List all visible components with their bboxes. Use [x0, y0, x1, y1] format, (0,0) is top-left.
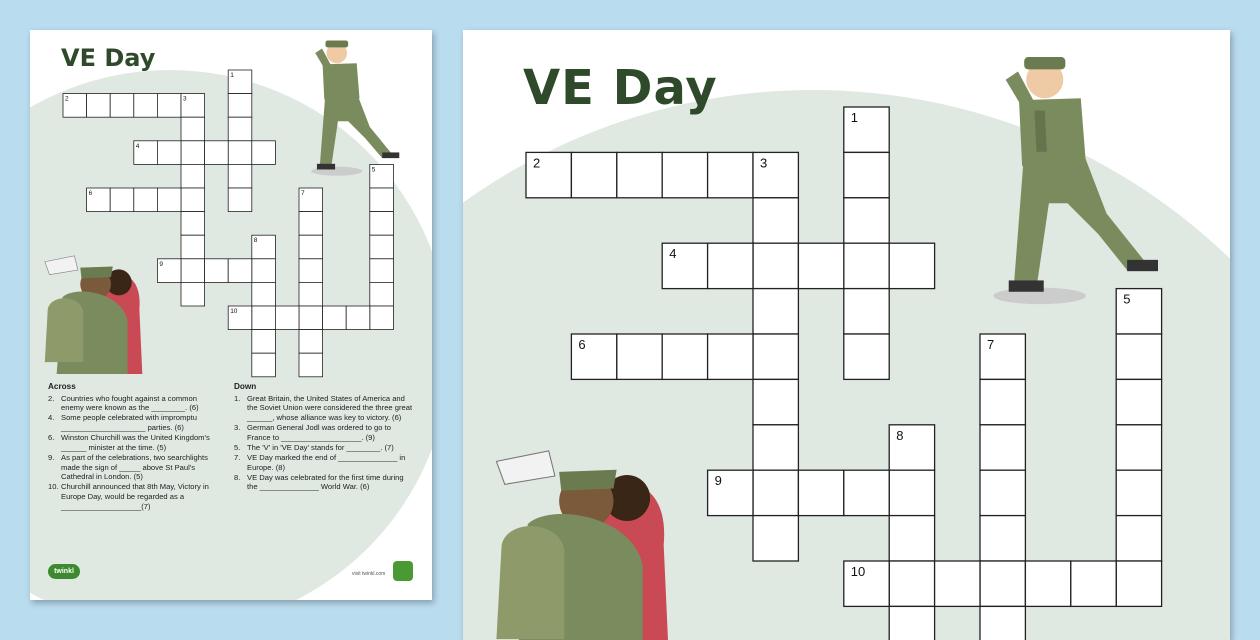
crossword-cell[interactable]	[844, 243, 889, 288]
crossword-cell[interactable]	[1025, 561, 1070, 606]
crossword-cell[interactable]	[181, 282, 205, 306]
crossword-cell[interactable]	[571, 152, 616, 197]
crossword-cell[interactable]	[299, 353, 323, 377]
crossword-cell[interactable]	[370, 282, 394, 306]
crossword-cell[interactable]	[662, 152, 707, 197]
clue-number: 7.	[234, 452, 241, 462]
clue-across-4	[48, 413, 218, 432]
crossword-cell[interactable]	[110, 188, 134, 212]
crossword-cell[interactable]	[844, 198, 889, 243]
crossword-cell[interactable]	[753, 379, 798, 424]
crossword-cell[interactable]	[798, 243, 843, 288]
clue-across-10	[48, 482, 218, 511]
crossword-cell[interactable]	[228, 188, 252, 212]
clue-number: 4.	[48, 413, 55, 423]
crossword-cell[interactable]	[275, 306, 299, 330]
fine-print	[48, 549, 416, 559]
crossword-cell[interactable]	[1116, 561, 1161, 606]
worksheet-title: VE Day	[523, 60, 718, 116]
crossword-cell[interactable]	[228, 117, 252, 141]
crossword-cell[interactable]	[798, 470, 843, 515]
crossword-cell[interactable]	[889, 243, 934, 288]
crossword-cell[interactable]	[889, 470, 934, 515]
clue-number-label: 3	[183, 95, 187, 103]
clue-across-2	[48, 394, 218, 413]
clue-across-6	[48, 433, 218, 452]
crossword-cell[interactable]	[935, 561, 980, 606]
clue-number-label: 5	[371, 166, 376, 174]
crossword-cell[interactable]	[617, 152, 662, 197]
crossword-cell[interactable]	[181, 259, 205, 283]
crossword-cell[interactable]	[205, 141, 229, 165]
crossword-cell[interactable]	[299, 330, 323, 354]
clue-down-7	[234, 453, 414, 472]
crossword-cell[interactable]	[753, 198, 798, 243]
clue-down-5	[234, 443, 414, 453]
clue-number: 5.	[234, 442, 241, 452]
clue-down-1	[234, 394, 414, 423]
crossword-cell[interactable]	[753, 289, 798, 334]
clue-text: Countries who fought against a common enemy were known as the ________. (6)	[61, 393, 199, 413]
crossword-cell[interactable]	[370, 259, 394, 283]
clue-text: Winston Churchill was the United Kingdom's ______ minister at the time. (5)	[61, 433, 210, 452]
crossword-cell[interactable]	[228, 141, 252, 165]
crossword-cell[interactable]	[299, 282, 323, 306]
clue-number-label: 6	[88, 190, 93, 197]
twinkl-logo: twinkl	[48, 564, 80, 579]
crossword-cell[interactable]	[252, 306, 276, 330]
clue-text: VE Day marked the end of ______________ in Europe. (8)	[247, 452, 406, 472]
crossword-cell[interactable]	[228, 94, 252, 118]
crossword-cell[interactable]	[228, 164, 252, 188]
crossword-cell[interactable]	[844, 334, 889, 379]
crossword-cell[interactable]	[980, 425, 1025, 470]
crossword-cell[interactable]	[1116, 470, 1161, 515]
clue-down-3	[234, 423, 414, 442]
crossword-cell[interactable]	[889, 516, 934, 561]
crossword-cell[interactable]	[370, 235, 394, 259]
clue-number-label: 4	[135, 142, 140, 150]
crossword-cell[interactable]	[889, 561, 934, 606]
clue-number-label: 3	[760, 155, 768, 171]
crossword-cell[interactable]	[299, 212, 323, 236]
clue-number-label: 2	[533, 155, 541, 171]
down-clues	[234, 382, 414, 493]
crossword-grid-preview	[30, 30, 432, 390]
clue-number: 9.	[48, 452, 55, 462]
across-heading: Across	[48, 382, 76, 391]
crossword-grid	[463, 30, 1230, 640]
clue-number-label: 9	[714, 473, 722, 489]
crossword-cell[interactable]	[1116, 425, 1161, 470]
worksheet-zoom	[463, 30, 1230, 640]
crossword-cell[interactable]	[252, 330, 276, 354]
crossword-cell[interactable]	[252, 353, 276, 377]
clue-number-label: 4	[669, 246, 677, 262]
crossword-cell[interactable]	[753, 243, 798, 288]
clue-number: 8.	[234, 472, 241, 482]
crossword-cell[interactable]	[370, 212, 394, 236]
crossword-cell[interactable]	[1116, 379, 1161, 424]
clue-text: VE Day was celebrated for the first time during the ______________ World War. (6)	[247, 472, 404, 492]
crossword-cell[interactable]	[753, 470, 798, 515]
crossword-cell[interactable]	[980, 379, 1025, 424]
crossword-cell[interactable]	[1116, 516, 1161, 561]
clue-text: Great Britain, the United States of America and the Soviet Union were considered the three great ______, whose alliance was key to victory. (6)	[247, 393, 413, 422]
crossword-cell[interactable]	[370, 188, 394, 212]
clue-number-label: 1	[230, 72, 234, 79]
clue-number: 6.	[48, 433, 55, 443]
crossword-cell[interactable]	[323, 306, 347, 330]
clue-number-label: 10	[230, 308, 238, 315]
quality-badge-icon	[393, 561, 413, 581]
clue-down-8	[234, 473, 414, 492]
crossword-cell[interactable]	[1116, 334, 1161, 379]
crossword-cell[interactable]	[708, 243, 753, 288]
clue-number: 10.	[48, 482, 59, 492]
crossword-cell[interactable]	[87, 94, 111, 118]
clue-text: German General Jodl was ordered to go to France to ___________________. (9)	[247, 422, 391, 442]
crossword-cell[interactable]	[110, 94, 134, 118]
footer-url: visit twinkl.com	[352, 571, 386, 577]
crossword-cell[interactable]	[980, 561, 1025, 606]
crossword-cell[interactable]	[662, 334, 707, 379]
crossword-cell[interactable]	[181, 235, 205, 259]
crossword-cell[interactable]	[181, 212, 205, 236]
crossword-cell[interactable]	[708, 152, 753, 197]
down-heading: Down	[234, 382, 257, 391]
clue-text: Some people celebrated with impromptu ____________________ parties. (6)	[61, 413, 197, 432]
clue-number: 1.	[234, 393, 241, 403]
crossword-cell[interactable]	[753, 425, 798, 470]
crossword-cell[interactable]	[980, 606, 1025, 640]
clue-text: The 'V' in 'VE Day' stands for ________. (7)	[247, 442, 394, 452]
crossword-cell[interactable]	[205, 259, 229, 283]
crossword-cell[interactable]	[617, 334, 662, 379]
crossword-cell[interactable]	[157, 94, 181, 118]
crossword-cell[interactable]	[708, 334, 753, 379]
clue-number-label: 7	[301, 190, 305, 197]
clue-number-label: 6	[578, 337, 586, 352]
crossword-cell[interactable]	[1071, 561, 1116, 606]
crossword-cell[interactable]	[980, 470, 1025, 515]
clue-number-label: 10	[850, 564, 866, 579]
clue-text: Churchill announced that 8th May, Victory in Europe Day, would be regarded as a ___________________(7)	[61, 482, 209, 511]
crossword-cell[interactable]	[299, 235, 323, 259]
crossword-cell[interactable]	[844, 470, 889, 515]
crossword-cell[interactable]	[844, 289, 889, 334]
crossword-cell[interactable]	[346, 306, 370, 330]
across-clues	[48, 382, 218, 512]
crossword-cell[interactable]	[980, 516, 1025, 561]
crossword-cell[interactable]	[181, 164, 205, 188]
crossword-cell[interactable]	[157, 188, 181, 212]
crossword-cell[interactable]	[753, 334, 798, 379]
crossword-cell[interactable]	[252, 141, 276, 165]
crossword-cell[interactable]	[844, 152, 889, 197]
clue-number-label: 2	[65, 95, 69, 103]
crossword-cell[interactable]	[252, 259, 276, 283]
crossword-cell[interactable]	[228, 259, 252, 283]
worksheet-preview	[30, 30, 432, 600]
crossword-cell[interactable]	[181, 141, 205, 165]
crossword-cell[interactable]	[181, 188, 205, 212]
crossword-cell[interactable]	[299, 306, 323, 330]
clue-number: 2.	[48, 393, 55, 403]
crossword-cell[interactable]	[181, 117, 205, 141]
crossword-cell[interactable]	[299, 259, 323, 283]
clue-number-label: 7	[987, 337, 995, 352]
clue-number: 3.	[234, 422, 241, 432]
worksheet-title: VE Day	[61, 44, 156, 72]
clue-across-9	[48, 453, 218, 482]
clue-number-label: 5	[1123, 291, 1131, 307]
crossword-cell[interactable]	[370, 306, 394, 330]
crossword-cell[interactable]	[157, 141, 181, 165]
clue-number-label: 8	[896, 427, 904, 443]
clue-number-label: 9	[159, 260, 164, 268]
clue-text: As part of the celebrations, two searchlights made the sign of _____ above St Paul's Cathedral in London. (5)	[61, 452, 208, 482]
clue-number-label: 8	[253, 237, 258, 245]
crossword-cell[interactable]	[889, 606, 934, 640]
crossword-cell[interactable]	[252, 282, 276, 306]
crossword-cell[interactable]	[134, 94, 158, 118]
clue-number-label: 1	[850, 110, 859, 125]
crossword-cell[interactable]	[134, 188, 158, 212]
crossword-cell[interactable]	[753, 516, 798, 561]
